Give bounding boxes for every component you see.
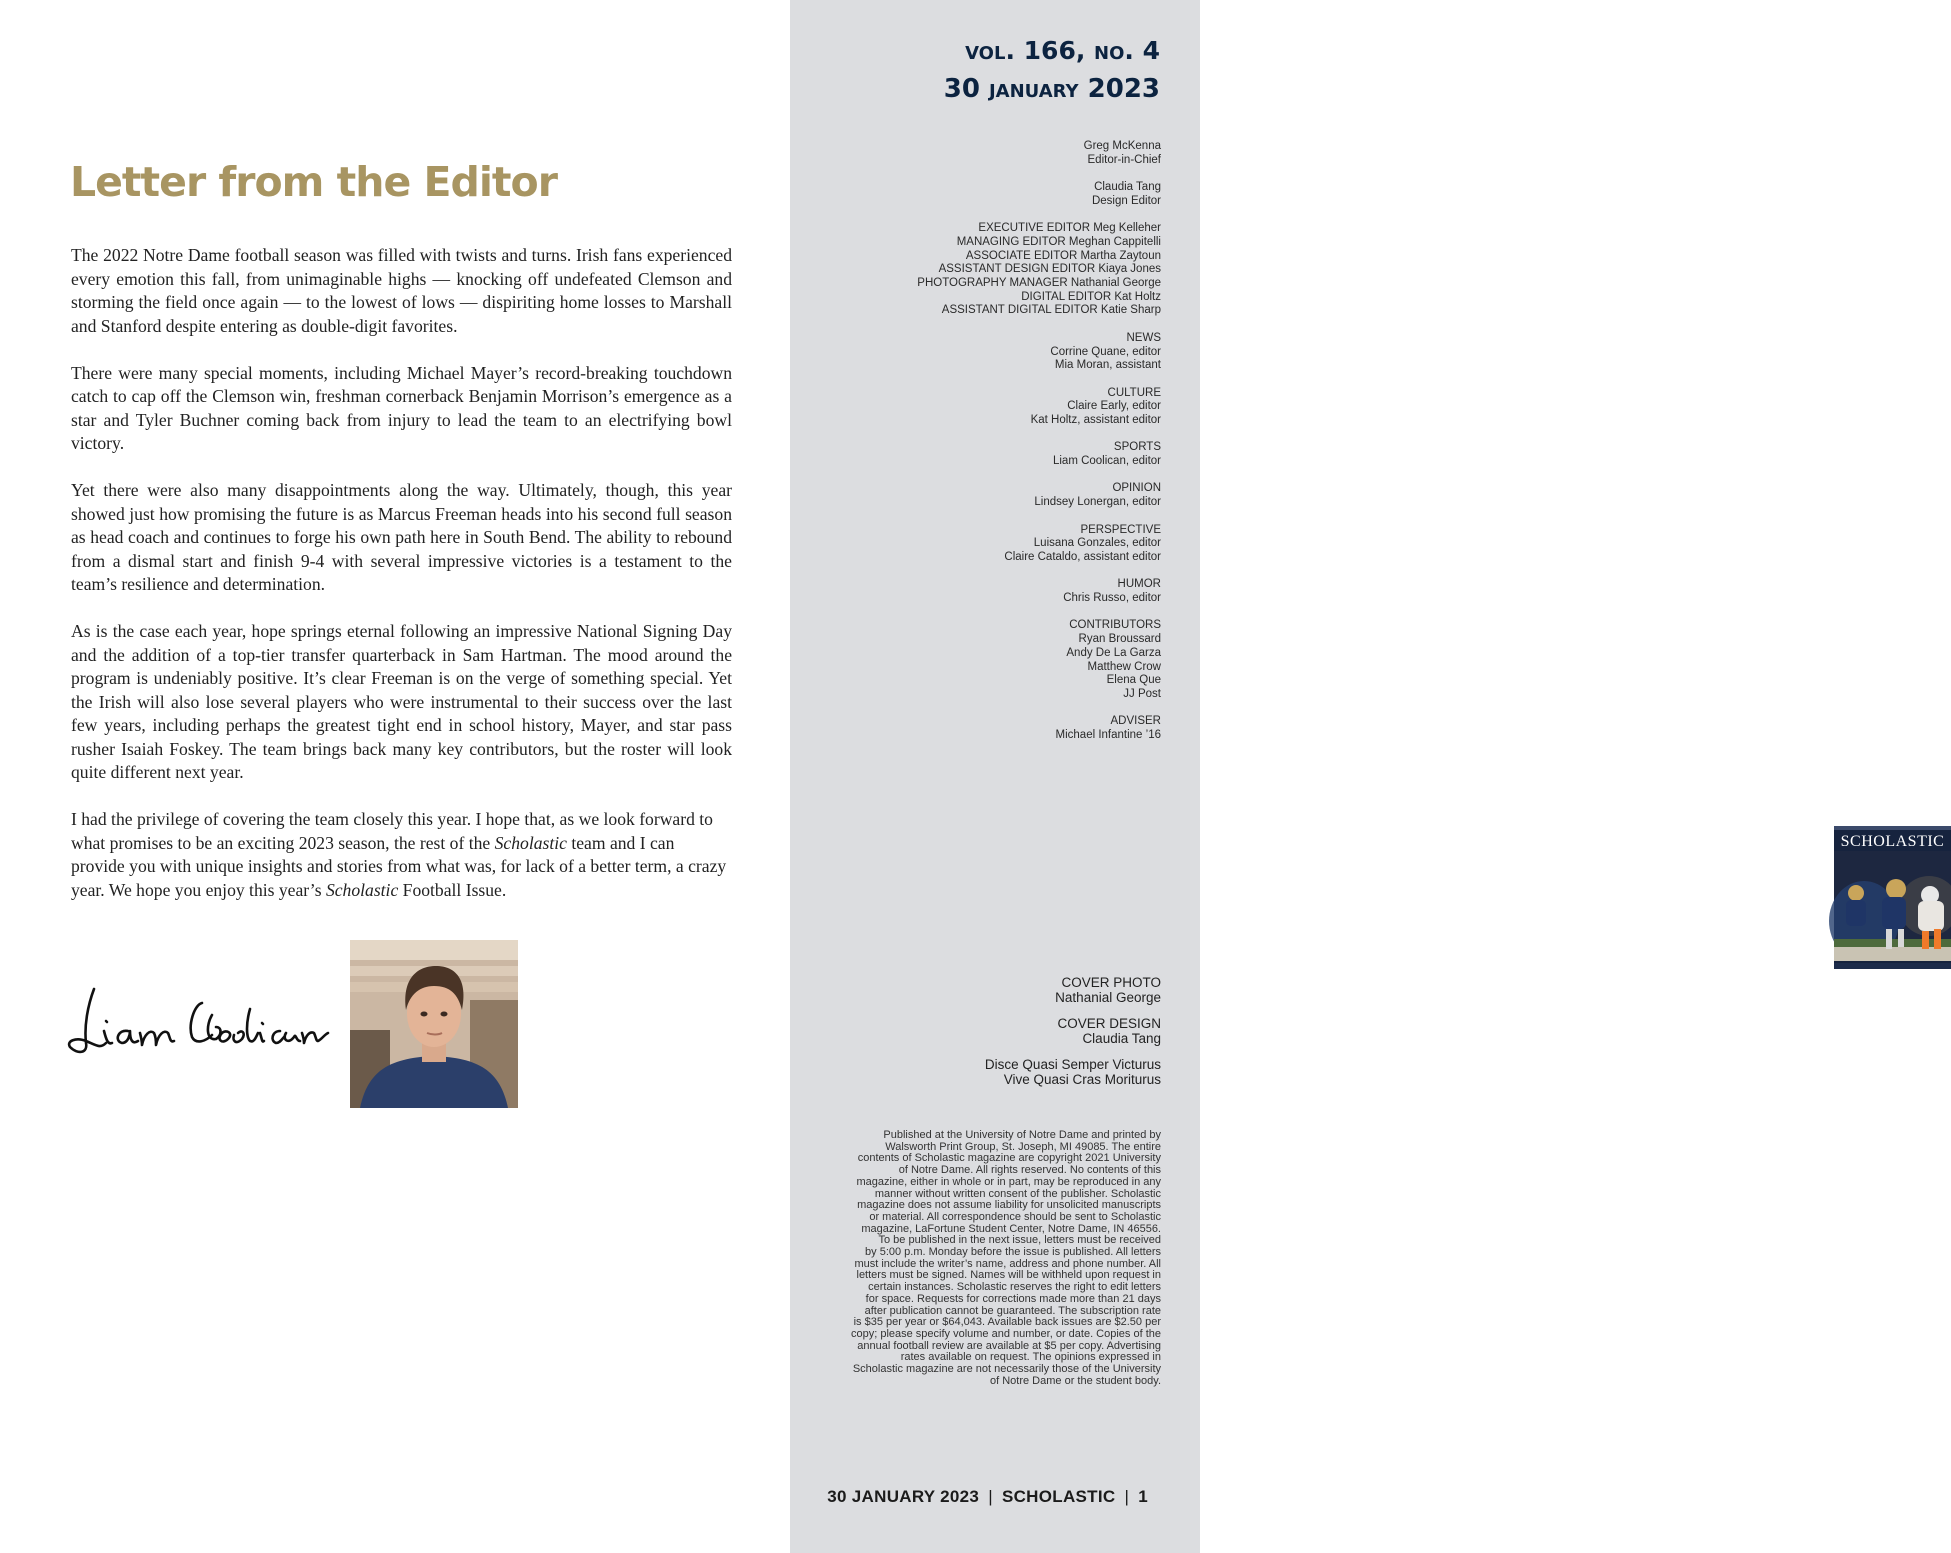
footer-separator: | bbox=[1124, 1487, 1130, 1506]
paragraph: The 2022 Notre Dame football season was filled with twists and turns. Irish fans experienced every emotion this fall, from unimaginable highs — knocking off undefeated Clemson and storming the field once again — to the lowest of lows — dispiriting home losses to Marshall and Stanford despite entering as double-digit favorites. bbox=[71, 245, 732, 336]
letter-body bbox=[71, 244, 732, 926]
credit-block bbox=[985, 976, 1161, 1005]
notice-line: certain instances. Scholastic reserves the right to edit letters bbox=[868, 1281, 1161, 1294]
masthead-line: Claire Cataldo, assistant editor bbox=[1004, 550, 1161, 563]
notice-line: To be published in the next issue, letters must be received bbox=[878, 1234, 1161, 1247]
editor-signature bbox=[66, 975, 336, 1065]
notice-line: Walsworth Print Group, St. Joseph, MI 49085. The entire bbox=[885, 1140, 1161, 1153]
masthead-block bbox=[801, 222, 1161, 318]
masthead-line: Corrine Quane, editor bbox=[1050, 345, 1161, 358]
masthead-line: HUMOR bbox=[1117, 578, 1161, 591]
masthead-line: EXECUTIVE EDITOR Meg Kelleher bbox=[978, 222, 1161, 235]
notice-line: for space. Requests for corrections made more than 21 days bbox=[865, 1292, 1161, 1305]
page-number: 1 bbox=[1138, 1487, 1148, 1506]
publication-notice bbox=[821, 1130, 1161, 1387]
credit-line: Nathanial George bbox=[1055, 989, 1161, 1005]
masthead-block bbox=[801, 524, 1161, 565]
masthead-line: MANAGING EDITOR Meghan Cappitelli bbox=[956, 235, 1161, 248]
masthead-line: Elena Que bbox=[1106, 674, 1161, 687]
masthead-block bbox=[801, 181, 1161, 208]
masthead-line: Lindsey Lonergan, editor bbox=[1034, 496, 1161, 509]
masthead-line: ASSOCIATE EDITOR Martha Zaytoun bbox=[965, 249, 1161, 262]
masthead-line: Mia Moran, assistant bbox=[1054, 359, 1161, 372]
masthead-line: Chris Russo, editor bbox=[1063, 592, 1161, 605]
notice-line: Published at the University of Notre Dame and printed by bbox=[883, 1129, 1161, 1141]
closing-paragraph bbox=[71, 808, 732, 902]
closing-text: team and I can provide you with unique insights and stories from what was, for lack of a better term, a crazy year. We hope you enjoy this year’s bbox=[71, 832, 727, 900]
masthead-line: Matthew Crow bbox=[1087, 660, 1161, 673]
notice-line: is $35 per year or $64,043. Available back issues are $2.50 per bbox=[853, 1316, 1161, 1329]
closing-text: I had the privilege of covering the team closely this year. I hope that, as we look forward to what promises to be an exciting 2023 season, the rest of the bbox=[71, 809, 713, 853]
masthead-block bbox=[801, 140, 1161, 167]
cover-logo: SCHOLASTIC bbox=[1840, 833, 1945, 850]
paragraph: As is the case each year, hope springs eternal following an impressive National Signing Day and the addition of a top-tier transfer quarterback in Sam Hartman. The mood around the program is undeniably positive. It’s clear Freeman is on the verge of something special. Yet the Irish will also lose several players who were instrumental to their success over the last few years, including perhaps the greatest tight end in school history, Mayer, and star pass rusher Isaiah Foskey. The team brings back many key contributors, but the roster will look quite different next year. bbox=[71, 621, 732, 782]
notice-line: contents of Scholastic magazine are copyright 2021 University bbox=[857, 1152, 1161, 1165]
credit-block bbox=[985, 1058, 1161, 1087]
masthead-line: Kat Holtz, assistant editor bbox=[1030, 414, 1161, 426]
editor-photo bbox=[350, 940, 518, 1108]
page-title: Letter from the Editor bbox=[70, 158, 557, 206]
notice-line: letters must be signed. Names will be withheld upon request in bbox=[856, 1269, 1161, 1282]
publication-name: Scholastic bbox=[325, 879, 399, 900]
notice-line: annual football review are available at $5 per copy. Advertising bbox=[857, 1339, 1161, 1352]
masthead-line: Ryan Broussard bbox=[1078, 633, 1161, 646]
cover-photo-image bbox=[1834, 851, 1951, 961]
credit-line: Claudia Tang bbox=[1082, 1030, 1161, 1046]
masthead-line: Editor-in-Chief bbox=[1087, 153, 1161, 166]
volume-number: vol. 166, no. 4 bbox=[965, 36, 1160, 65]
notice-line: or material. All correspondence should be sent to Scholastic bbox=[869, 1210, 1161, 1223]
masthead-line: PERSPECTIVE bbox=[1080, 523, 1161, 536]
notice-line: by 5:00 p.m. Monday before the issue is published. All letters bbox=[865, 1246, 1161, 1259]
masthead-line: PHOTOGRAPHY MANAGER Nathanial George bbox=[917, 277, 1161, 289]
paragraph: Yet there were also many disappointments along the way. Ultimately, though, this year showed just how promising the future is as Marcus Freeman heads into his second full season as head coach and continues to forge his own path here in South Bend. The ability to rebound from a dismal start and finish 9-4 with several impressive victories is a testament to the team’s resilience and determination. bbox=[71, 480, 732, 594]
masthead-line: Andy De La Garza bbox=[1066, 646, 1161, 659]
masthead-block bbox=[801, 578, 1161, 605]
credit-line: COVER PHOTO bbox=[1061, 975, 1161, 990]
masthead-line: SPORTS bbox=[1113, 441, 1161, 454]
masthead-block bbox=[801, 619, 1161, 701]
notice-line: magazine, either in whole or in part, may be reproduced in any bbox=[856, 1175, 1161, 1188]
notice-line: rates available on request. The opinions expressed in bbox=[900, 1351, 1161, 1364]
masthead-block bbox=[801, 332, 1161, 373]
masthead-line: DIGITAL EDITOR Kat Holtz bbox=[1021, 290, 1161, 303]
masthead-line: Greg McKenna bbox=[1083, 140, 1161, 152]
masthead-line: Design Editor bbox=[1091, 194, 1161, 207]
masthead-line: Liam Coolican, editor bbox=[1052, 455, 1161, 468]
masthead-line: JJ Post bbox=[1123, 687, 1161, 700]
credit-block bbox=[985, 1017, 1161, 1046]
notice-line: of Notre Dame or the student body. bbox=[990, 1374, 1161, 1387]
credit-line: Disce Quasi Semper Victurus bbox=[984, 1057, 1161, 1072]
footer-separator: | bbox=[988, 1487, 993, 1506]
notice-line: copy; please specify volume and number, or date. Copies of the bbox=[850, 1327, 1161, 1340]
footer-publication: SCHOLASTIC bbox=[1001, 1487, 1116, 1506]
notice-line: Scholastic magazine are not necessarily those of the University bbox=[852, 1363, 1161, 1376]
masthead-line: Claire Early, editor bbox=[1067, 400, 1161, 413]
notice-line: after publication cannot be guaranteed. The subscription rate bbox=[864, 1304, 1161, 1317]
masthead-line: ASSISTANT DESIGN EDITOR Kiaya Jones bbox=[938, 263, 1161, 276]
notice-line: must include the writer’s name, address and phone number. All bbox=[854, 1257, 1161, 1270]
masthead-line: ASSISTANT DIGITAL EDITOR Katie Sharp bbox=[941, 304, 1161, 317]
masthead-block bbox=[801, 387, 1161, 428]
masthead-line: ADVISER bbox=[1110, 715, 1161, 728]
staff-masthead bbox=[801, 140, 1161, 756]
masthead-block bbox=[801, 715, 1161, 742]
notice-line: magazine does not assume liability for unsolicited manuscripts bbox=[857, 1199, 1161, 1212]
publication-name: Scholastic bbox=[494, 832, 567, 853]
masthead-line: CONTRIBUTORS bbox=[1069, 619, 1161, 632]
masthead-line: Luisana Gonzales, editor bbox=[1033, 537, 1161, 550]
masthead-line: OPINION bbox=[1112, 482, 1161, 495]
cover-thumbnail bbox=[1834, 826, 1951, 969]
cover-credits bbox=[985, 976, 1161, 1099]
closing-text: Football Issue. bbox=[398, 879, 507, 900]
masthead-block bbox=[801, 441, 1161, 468]
issue-header bbox=[944, 32, 1160, 108]
notice-line: magazine, LaFortune Student Center, Notre Dame, IN 46556. bbox=[861, 1222, 1161, 1235]
masthead-line: Michael Infantine ’16 bbox=[1055, 729, 1161, 742]
issue-date: 30 january 2023 bbox=[943, 74, 1160, 104]
credit-line: COVER DESIGN bbox=[1057, 1016, 1161, 1031]
page-footer bbox=[827, 1487, 1148, 1507]
masthead-line: Claudia Tang bbox=[1094, 181, 1161, 194]
notice-line: of Notre Dame. All rights reserved. No contents of this bbox=[898, 1164, 1161, 1177]
masthead-block bbox=[801, 482, 1161, 509]
masthead-line: CULTURE bbox=[1107, 386, 1161, 399]
masthead-line: NEWS bbox=[1126, 331, 1161, 344]
credit-line: Vive Quasi Cras Moriturus bbox=[1003, 1071, 1161, 1087]
footer-date: 30 JANUARY 2023 bbox=[827, 1487, 980, 1506]
masthead-sidebar bbox=[790, 0, 1945, 1553]
paragraph: There were many special moments, including Michael Mayer’s record-breaking touchdown catch to cap off the Clemson win, freshman cornerback Benjamin Morrison’s emergence as a star and Tyler Buchner coming back from injury to lead the team to an electrifying bowl victory. bbox=[71, 362, 732, 453]
notice-line: manner without written consent of the publisher. Scholastic bbox=[874, 1187, 1161, 1200]
